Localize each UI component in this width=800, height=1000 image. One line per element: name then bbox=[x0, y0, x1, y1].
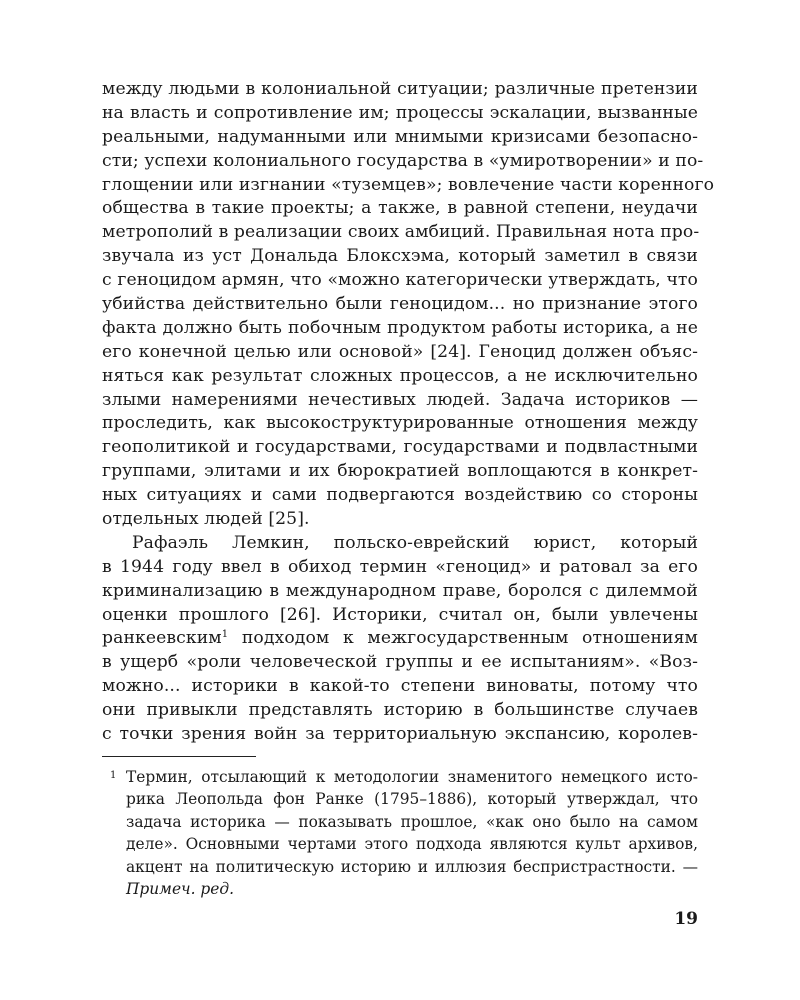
text-line: няться как результат сложных процессов, а не исключительно bbox=[102, 365, 698, 386]
paragraph-start-line: Рафаэль Лемкин, польско-еврейский юрист, который bbox=[132, 532, 698, 553]
text-line: на власть и сопротивление им; процессы эскалации, вызванные bbox=[102, 102, 698, 123]
footnote bbox=[102, 766, 698, 900]
footnote-line: деле». Основными чертами этого подхода являются культ архивов, bbox=[126, 835, 698, 854]
text-line: в ущерб «роли человеческой группы и ее испытаниям». «Воз- bbox=[102, 652, 698, 673]
text-line: с геноцидом армян, что «можно категорически утверждать, что bbox=[102, 270, 698, 291]
main-text bbox=[102, 78, 715, 747]
editor-note: Примеч. ред. bbox=[126, 879, 235, 898]
footnote-line: задача историка — показывать прошлое, «как оно было на самом bbox=[126, 812, 698, 831]
footnote-line: рика Леопольда фон Ранке (1795–1886), который утверждал, что bbox=[126, 790, 698, 809]
text-line: его конечной целью или основой» [24]. Геноцид должен объяс- bbox=[102, 341, 698, 362]
footnote-reference: 1 bbox=[221, 629, 229, 641]
page-number: 19 bbox=[674, 909, 698, 929]
footnote-mark: 1 bbox=[110, 770, 117, 781]
text-line: можно... историки в какой-то степени виноваты, потому что bbox=[102, 676, 698, 697]
text-line: метрополий в реализации своих амбиций. Правильная нота про- bbox=[102, 222, 700, 243]
text-line: криминализацию в международном праве, боролся с дилеммой bbox=[102, 580, 698, 601]
text-line: группами, элитами и их бюрократией воплощаются в конкрет- bbox=[102, 461, 698, 482]
text-line: глощении или изгнании «туземцев»; вовлечение части коренного bbox=[102, 174, 715, 195]
text-line: с точки зрения войн за территориальную экспансию, королев- bbox=[102, 724, 698, 745]
footnote-line: акцент на политическую историю и иллюзия беспристрастности. — bbox=[126, 857, 698, 876]
text-line: ных ситуациях и сами подвергаются воздействию со стороны bbox=[102, 485, 698, 506]
text-line: сти; успехи колониального государства в «умиротворении» и по- bbox=[102, 150, 704, 171]
text-fragment: подходом к межгосударственным отношениям bbox=[228, 628, 698, 649]
footnote-line: Термин, отсылающий к методологии знаменитого немецкого исто- bbox=[126, 768, 698, 786]
text-line: убийства действительно были геноцидом... но признание этого bbox=[102, 294, 698, 315]
text-line: отдельных людей [25]. bbox=[102, 509, 310, 530]
text-line: факта должно быть побочным продуктом работы историка, а не bbox=[102, 317, 698, 338]
text-line: геополитикой и государствами, государствами и подвластными bbox=[102, 437, 698, 458]
text-line: оценки прошлого [26]. Историки, считал он, были увлечены bbox=[102, 604, 698, 625]
text-line-with-footnote-ref bbox=[102, 627, 698, 651]
text-line: проследить, как высокоструктурированные отношения между bbox=[102, 413, 698, 434]
text-line: реальными, надуманными или мнимыми кризисами безопасно- bbox=[102, 126, 698, 147]
text-fragment: ранкеевским bbox=[102, 628, 222, 649]
text-line: злыми намерениями нечестивых людей. Задача историков — bbox=[102, 389, 698, 410]
text-line: в 1944 году ввел в обиход термин «геноцид» и ратовал за его bbox=[102, 556, 698, 577]
footnote-divider bbox=[102, 756, 256, 757]
text-line: между людьми в колониальной ситуации; различные претензии bbox=[102, 79, 698, 99]
footnote-body bbox=[126, 766, 698, 900]
text-line: звучала из уст Дональда Блоксхэма, который заметил в связи bbox=[102, 246, 698, 267]
text-line: они привыкли представлять историю в большинстве случаев bbox=[102, 700, 698, 721]
text-line: общества в такие проекты; а также, в равной степени, неудачи bbox=[102, 198, 698, 219]
